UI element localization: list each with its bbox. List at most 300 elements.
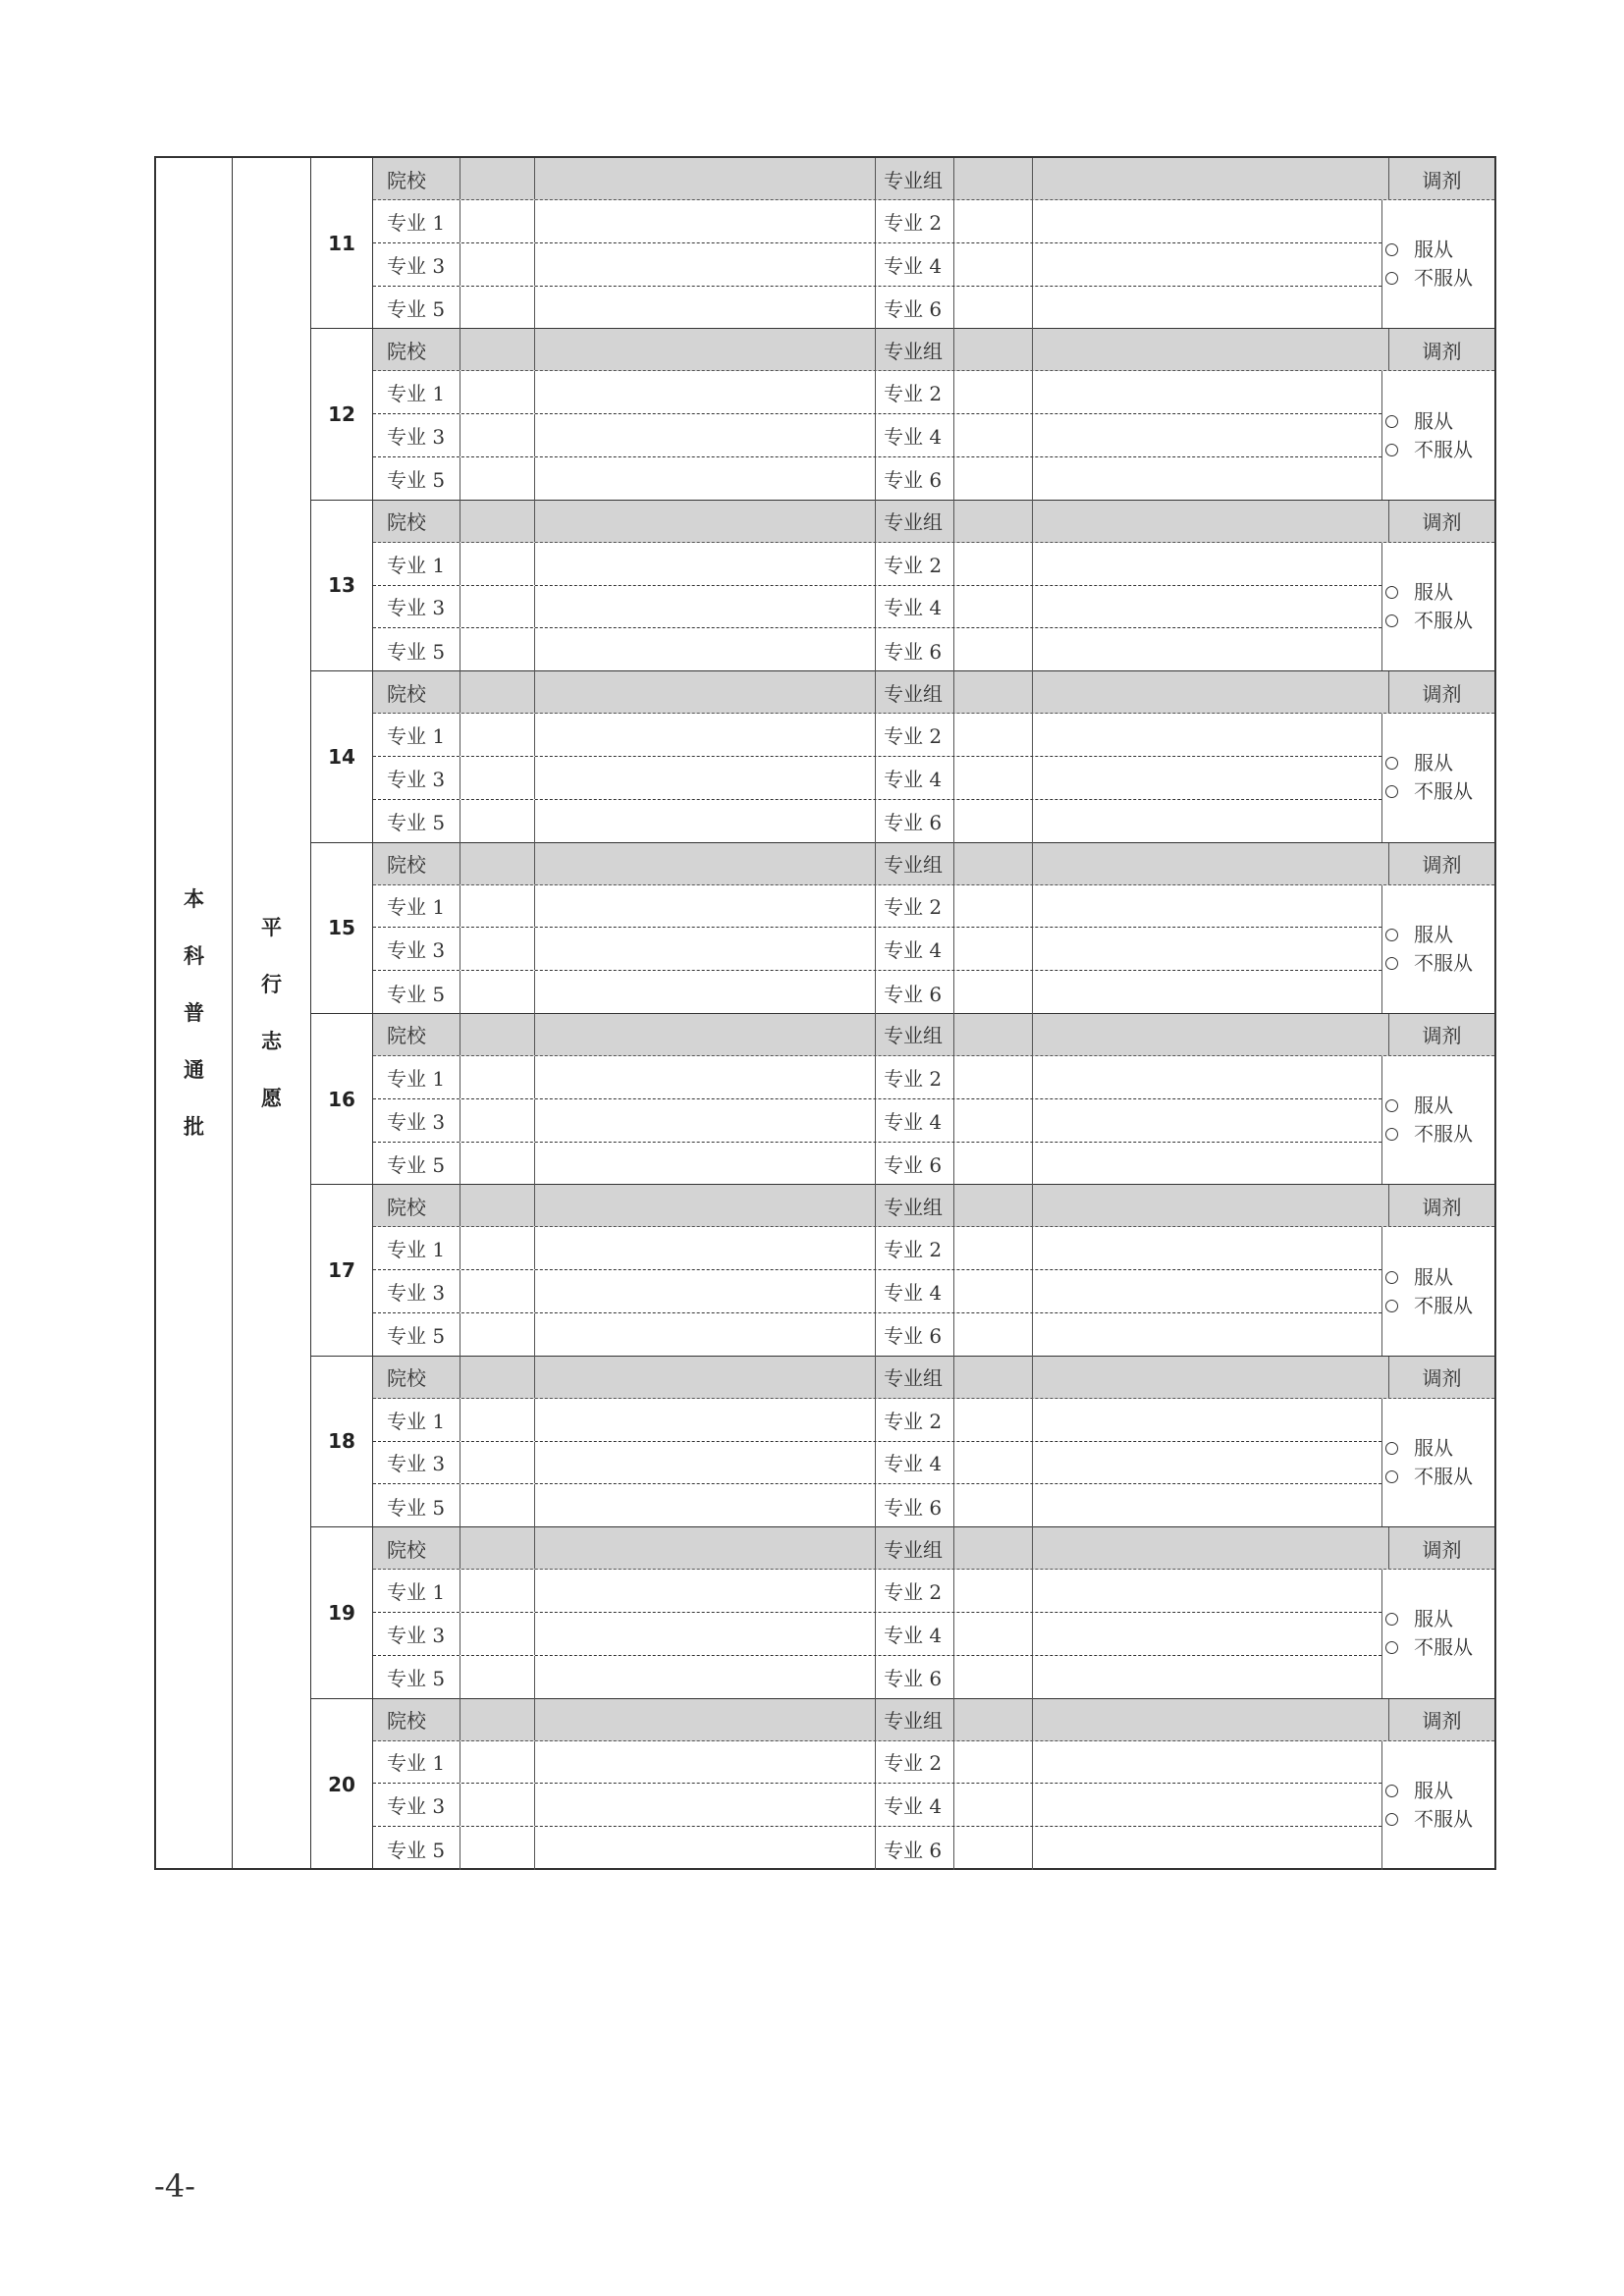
major-name-field[interactable] [535, 371, 876, 413]
major-code-field[interactable] [954, 757, 1033, 799]
major-name-field[interactable] [535, 714, 876, 756]
not-obey-option[interactable] [1385, 607, 1494, 635]
school-code-field[interactable] [460, 158, 535, 199]
group-name-field[interactable] [1033, 1527, 1389, 1569]
major-label: 专业 4 [876, 243, 954, 286]
major-code-field[interactable] [460, 200, 535, 242]
major-code-field[interactable] [460, 414, 535, 456]
major-label: 专业 2 [876, 543, 954, 585]
group-label: 专业组 [876, 329, 954, 370]
major-name-field[interactable] [535, 1143, 876, 1186]
adjust-options [1381, 371, 1494, 499]
adjust-options [1381, 1570, 1494, 1697]
volunteer-type-label [233, 899, 310, 1127]
major-name-field[interactable] [1033, 1056, 1389, 1098]
major-name-field[interactable] [1033, 1227, 1389, 1269]
major-name-field[interactable] [1033, 1143, 1389, 1186]
major-label: 专业 5 [373, 800, 460, 843]
major-label: 专业 4 [876, 1613, 954, 1655]
group-name-field[interactable] [1033, 1185, 1389, 1226]
radio-circle-icon[interactable] [1385, 586, 1398, 599]
school-label: 院校 [373, 1527, 460, 1569]
major-row [373, 1270, 1381, 1313]
major-row [373, 414, 1381, 457]
adjust-options [1381, 1399, 1494, 1526]
major-label: 专业 6 [876, 1827, 954, 1870]
major-row [373, 1484, 1381, 1527]
major-row [373, 1313, 1381, 1357]
radio-circle-icon[interactable] [1385, 1470, 1398, 1483]
choice-blocks [311, 158, 1494, 1868]
obey-option[interactable] [1385, 1777, 1494, 1805]
group-code-field[interactable] [954, 1699, 1033, 1740]
group-name-field[interactable] [1033, 1014, 1389, 1055]
major-name-field[interactable] [1033, 1613, 1389, 1655]
major-label: 专业 4 [876, 1442, 954, 1484]
major-name-field[interactable] [535, 1613, 876, 1655]
group-code-field[interactable] [954, 158, 1033, 199]
major-label: 专业 1 [373, 1570, 460, 1612]
major-row [373, 543, 1381, 586]
type-char: 平 [261, 916, 282, 939]
adjust-options [1381, 200, 1494, 328]
major-label: 专业 1 [373, 543, 460, 585]
group-code-field[interactable] [954, 1357, 1033, 1398]
major-name-field[interactable] [535, 414, 876, 456]
radio-circle-icon[interactable] [1385, 1813, 1398, 1826]
obey-option[interactable] [1385, 578, 1494, 607]
group-code-field[interactable] [954, 501, 1033, 542]
major-label: 专业 6 [876, 1484, 954, 1527]
choice-block [311, 1357, 1494, 1527]
major-code-field[interactable] [460, 1613, 535, 1655]
not-obey-option[interactable] [1385, 1463, 1494, 1491]
major-name-field[interactable] [535, 1656, 876, 1699]
school-code-field[interactable] [460, 1699, 535, 1740]
major-code-field[interactable] [460, 1056, 535, 1098]
major-label: 专业 6 [876, 971, 954, 1014]
major-name-field[interactable] [1033, 200, 1389, 242]
major-code-field[interactable] [460, 457, 535, 501]
major-label: 专业 1 [373, 200, 460, 242]
major-name-field[interactable] [535, 1099, 876, 1142]
major-label: 专业 4 [876, 1784, 954, 1826]
choice-block [311, 501, 1494, 671]
major-code-field[interactable] [954, 1227, 1033, 1269]
major-label: 专业 3 [373, 243, 460, 286]
major-name-field[interactable] [1033, 971, 1389, 1014]
major-name-field[interactable] [1033, 287, 1389, 330]
major-label: 专业 2 [876, 885, 954, 928]
major-code-field[interactable] [460, 543, 535, 585]
major-name-field[interactable] [535, 757, 876, 799]
school-code-field[interactable] [460, 501, 535, 542]
major-label: 专业 4 [876, 414, 954, 456]
major-name-field[interactable] [1033, 928, 1389, 970]
choice-block [311, 1699, 1494, 1870]
major-code-field[interactable] [954, 1399, 1033, 1441]
obey-label: 服从 [1414, 1435, 1453, 1460]
major-label: 专业 1 [373, 1056, 460, 1098]
school-code-field[interactable] [460, 1357, 535, 1398]
major-code-field[interactable] [954, 928, 1033, 970]
radio-circle-icon[interactable] [1385, 1099, 1398, 1112]
adjust-label: 调剂 [1422, 1366, 1462, 1391]
major-code-field[interactable] [954, 243, 1033, 286]
obey-label: 服从 [1414, 922, 1453, 946]
major-name-field[interactable] [1033, 1741, 1389, 1784]
not-obey-option[interactable] [1385, 436, 1494, 464]
obey-label: 服从 [1414, 238, 1453, 262]
major-label: 专业 5 [373, 1313, 460, 1357]
major-label: 专业 4 [876, 1099, 954, 1142]
group-label: 专业组 [876, 158, 954, 199]
group-code-field[interactable] [954, 843, 1033, 884]
major-name-field[interactable] [535, 586, 876, 628]
school-label: 院校 [373, 1699, 460, 1740]
choice-block [311, 843, 1494, 1014]
major-row [373, 1784, 1381, 1827]
major-code-field[interactable] [460, 1656, 535, 1699]
major-name-field[interactable] [1033, 800, 1389, 843]
major-code-field[interactable] [460, 586, 535, 628]
choice-number: 12 [311, 329, 373, 499]
radio-circle-icon[interactable] [1385, 1785, 1398, 1797]
major-name-field[interactable] [535, 800, 876, 843]
major-code-field[interactable] [460, 243, 535, 286]
major-code-field[interactable] [954, 1656, 1033, 1699]
school-label: 院校 [373, 671, 460, 713]
major-name-field[interactable] [1033, 1656, 1389, 1699]
major-label: 专业 5 [373, 1827, 460, 1870]
school-code-field[interactable] [460, 671, 535, 713]
major-name-field[interactable] [1033, 243, 1389, 286]
adjust-options [1381, 1056, 1494, 1184]
major-name-field[interactable] [535, 1827, 876, 1870]
major-row [373, 885, 1381, 929]
school-name-field[interactable] [535, 1014, 876, 1055]
obey-option[interactable] [1385, 407, 1494, 436]
major-name-field[interactable] [535, 628, 876, 671]
school-name-field[interactable] [535, 329, 876, 370]
major-code-field[interactable] [954, 457, 1033, 501]
major-name-field[interactable] [535, 1056, 876, 1098]
school-name-field[interactable] [535, 1185, 876, 1226]
major-row [373, 287, 1381, 330]
obey-option[interactable] [1385, 1605, 1494, 1633]
radio-circle-icon[interactable] [1385, 1641, 1398, 1654]
major-row [373, 586, 1381, 629]
major-code-field[interactable] [460, 885, 535, 928]
not-obey-option[interactable] [1385, 1633, 1494, 1662]
major-name-field[interactable] [1033, 457, 1389, 501]
major-code-field[interactable] [954, 1741, 1033, 1784]
group-code-field[interactable] [954, 1185, 1033, 1226]
school-name-field[interactable] [535, 501, 876, 542]
major-code-field[interactable] [954, 1270, 1033, 1312]
school-name-field[interactable] [535, 843, 876, 884]
not-obey-option[interactable] [1385, 777, 1494, 806]
group-code-field[interactable] [954, 1527, 1033, 1569]
major-name-field[interactable] [535, 200, 876, 242]
obey-label: 服从 [1414, 751, 1453, 775]
school-label: 院校 [373, 1014, 460, 1055]
not-obey-label: 不服从 [1414, 266, 1473, 291]
major-name-field[interactable] [1033, 757, 1389, 799]
major-label: 专业 1 [373, 885, 460, 928]
major-name-field[interactable] [1033, 1570, 1389, 1612]
major-row [373, 1656, 1381, 1699]
major-label: 专业 2 [876, 1741, 954, 1784]
major-label: 专业 6 [876, 628, 954, 671]
obey-option[interactable] [1385, 1263, 1494, 1292]
major-name-field[interactable] [535, 1570, 876, 1612]
type-char: 愿 [261, 1087, 282, 1110]
not-obey-option[interactable] [1385, 1120, 1494, 1148]
group-code-field[interactable] [954, 329, 1033, 370]
major-code-field[interactable] [954, 1484, 1033, 1527]
school-name-field[interactable] [535, 1527, 876, 1569]
major-label: 专业 4 [876, 586, 954, 628]
school-code-field[interactable] [460, 329, 535, 370]
not-obey-label: 不服从 [1414, 437, 1473, 461]
major-code-field[interactable] [954, 1099, 1033, 1142]
radio-circle-icon[interactable] [1385, 785, 1398, 798]
not-obey-option[interactable] [1385, 1292, 1494, 1320]
major-name-field[interactable] [1033, 1399, 1389, 1441]
group-code-field[interactable] [954, 1014, 1033, 1055]
group-name-field[interactable] [1033, 501, 1389, 542]
choice-block [311, 1185, 1494, 1356]
major-name-field[interactable] [535, 1270, 876, 1312]
major-name-field[interactable] [1033, 1442, 1389, 1484]
adjust-options [1381, 543, 1494, 670]
major-code-field[interactable] [954, 885, 1033, 928]
group-name-field[interactable] [1033, 329, 1389, 370]
major-code-field[interactable] [954, 714, 1033, 756]
group-label: 专业组 [876, 1699, 954, 1740]
group-label: 专业组 [876, 1185, 954, 1226]
radio-circle-icon[interactable] [1385, 1613, 1398, 1626]
major-name-field[interactable] [535, 543, 876, 585]
major-name-field[interactable] [1033, 1784, 1389, 1826]
obey-option[interactable] [1385, 921, 1494, 949]
major-row [373, 714, 1381, 757]
major-name-field[interactable] [535, 1399, 876, 1441]
obey-option[interactable] [1385, 749, 1494, 777]
major-name-field[interactable] [1033, 1313, 1389, 1357]
major-label: 专业 2 [876, 200, 954, 242]
major-code-field[interactable] [460, 628, 535, 671]
group-name-field[interactable] [1033, 671, 1389, 713]
major-name-field[interactable] [1033, 543, 1389, 585]
group-label: 专业组 [876, 1527, 954, 1569]
major-code-field[interactable] [460, 714, 535, 756]
major-code-field[interactable] [954, 1570, 1033, 1612]
group-name-field[interactable] [1033, 843, 1389, 884]
not-obey-option[interactable] [1385, 1805, 1494, 1834]
major-label: 专业 4 [876, 757, 954, 799]
radio-circle-icon[interactable] [1385, 243, 1398, 256]
school-name-field[interactable] [535, 158, 876, 199]
obey-option[interactable] [1385, 236, 1494, 264]
major-code-field[interactable] [954, 200, 1033, 242]
major-code-field[interactable] [460, 287, 535, 330]
major-code-field[interactable] [954, 1827, 1033, 1870]
major-code-field[interactable] [954, 800, 1033, 843]
major-code-field[interactable] [460, 1227, 535, 1269]
radio-circle-icon[interactable] [1385, 614, 1398, 627]
major-code-field[interactable] [460, 1313, 535, 1357]
major-label: 专业 3 [373, 1613, 460, 1655]
major-code-field[interactable] [954, 1313, 1033, 1357]
radio-circle-icon[interactable] [1385, 1300, 1398, 1312]
not-obey-option[interactable] [1385, 949, 1494, 978]
batch-char: 批 [184, 1115, 204, 1139]
type-char: 志 [261, 1030, 282, 1053]
radio-circle-icon[interactable] [1385, 929, 1398, 941]
major-name-field[interactable] [535, 1442, 876, 1484]
not-obey-option[interactable] [1385, 264, 1494, 293]
major-label: 专业 1 [373, 1227, 460, 1269]
radio-circle-icon[interactable] [1385, 444, 1398, 456]
school-code-field[interactable] [460, 1014, 535, 1055]
major-name-field[interactable] [1033, 714, 1389, 756]
major-name-field[interactable] [535, 1741, 876, 1784]
major-name-field[interactable] [1033, 371, 1389, 413]
major-name-field[interactable] [535, 971, 876, 1014]
radio-circle-icon[interactable] [1385, 1128, 1398, 1141]
not-obey-label: 不服从 [1414, 1464, 1473, 1488]
major-code-field[interactable] [460, 1099, 535, 1142]
major-code-field[interactable] [954, 543, 1033, 585]
major-label: 专业 5 [373, 457, 460, 501]
group-label: 专业组 [876, 1014, 954, 1055]
major-name-field[interactable] [535, 885, 876, 928]
major-label: 专业 5 [373, 1484, 460, 1527]
school-label: 院校 [373, 1185, 460, 1226]
major-name-field[interactable] [535, 1784, 876, 1826]
major-name-field[interactable] [535, 1484, 876, 1527]
choice-number: 16 [311, 1014, 373, 1184]
adjust-label: 调剂 [1422, 1709, 1462, 1734]
radio-circle-icon[interactable] [1385, 272, 1398, 285]
major-code-field[interactable] [954, 586, 1033, 628]
major-row [373, 1570, 1381, 1613]
radio-circle-icon[interactable] [1385, 957, 1398, 970]
obey-label: 服从 [1414, 1607, 1453, 1631]
major-code-field[interactable] [460, 1143, 535, 1186]
major-code-field[interactable] [460, 371, 535, 413]
school-header-row [373, 1185, 1494, 1227]
major-code-field[interactable] [954, 628, 1033, 671]
group-label: 专业组 [876, 671, 954, 713]
major-label: 专业 2 [876, 1227, 954, 1269]
radio-circle-icon[interactable] [1385, 415, 1398, 428]
major-row [373, 628, 1381, 671]
major-code-field[interactable] [954, 287, 1033, 330]
group-name-field[interactable] [1033, 1699, 1389, 1740]
school-header-row [373, 1527, 1494, 1570]
major-code-field[interactable] [460, 1399, 535, 1441]
group-code-field[interactable] [954, 671, 1033, 713]
major-name-field[interactable] [535, 928, 876, 970]
major-name-field[interactable] [1033, 1484, 1389, 1527]
major-name-field[interactable] [1033, 885, 1389, 928]
major-code-field[interactable] [460, 1442, 535, 1484]
major-name-field[interactable] [1033, 1099, 1389, 1142]
major-row [373, 800, 1381, 843]
major-code-field[interactable] [460, 971, 535, 1014]
major-code-field[interactable] [460, 1570, 535, 1612]
major-code-field[interactable] [954, 1143, 1033, 1186]
major-code-field[interactable] [460, 1827, 535, 1870]
major-code-field[interactable] [460, 800, 535, 843]
major-name-field[interactable] [1033, 1270, 1389, 1312]
major-row [373, 1099, 1381, 1143]
major-code-field[interactable] [954, 1784, 1033, 1826]
major-code-field[interactable] [460, 928, 535, 970]
adjust-label: 调剂 [1422, 168, 1462, 192]
obey-option[interactable] [1385, 1092, 1494, 1120]
major-name-field[interactable] [1033, 1827, 1389, 1870]
major-name-field[interactable] [1033, 414, 1389, 456]
choice-number: 13 [311, 501, 373, 670]
major-code-field[interactable] [954, 1056, 1033, 1098]
school-name-field[interactable] [535, 1357, 876, 1398]
major-code-field[interactable] [954, 1442, 1033, 1484]
major-label: 专业 6 [876, 1313, 954, 1357]
choice-block [311, 671, 1494, 842]
major-code-field[interactable] [954, 1613, 1033, 1655]
major-label: 专业 4 [876, 1270, 954, 1312]
major-label: 专业 1 [373, 1399, 460, 1441]
school-name-field[interactable] [535, 671, 876, 713]
major-name-field[interactable] [535, 1227, 876, 1269]
radio-circle-icon[interactable] [1385, 1271, 1398, 1284]
major-label: 专业 2 [876, 1570, 954, 1612]
school-header-row [373, 1699, 1494, 1741]
group-name-field[interactable] [1033, 1357, 1389, 1398]
major-name-field[interactable] [535, 1313, 876, 1357]
major-name-field[interactable] [535, 243, 876, 286]
major-code-field[interactable] [460, 757, 535, 799]
major-code-field[interactable] [954, 414, 1033, 456]
major-code-field[interactable] [954, 371, 1033, 413]
major-name-field[interactable] [535, 287, 876, 330]
school-code-field[interactable] [460, 843, 535, 884]
school-code-field[interactable] [460, 1527, 535, 1569]
major-code-field[interactable] [460, 1270, 535, 1312]
major-code-field[interactable] [460, 1784, 535, 1826]
obey-option[interactable] [1385, 1434, 1494, 1463]
major-name-field[interactable] [535, 457, 876, 501]
major-name-field[interactable] [1033, 586, 1389, 628]
major-name-field[interactable] [1033, 628, 1389, 671]
major-code-field[interactable] [954, 971, 1033, 1014]
major-code-field[interactable] [460, 1484, 535, 1527]
choice-number: 18 [311, 1357, 373, 1526]
school-header-row [373, 843, 1494, 885]
group-name-field[interactable] [1033, 158, 1389, 199]
school-name-field[interactable] [535, 1699, 876, 1740]
school-code-field[interactable] [460, 1185, 535, 1226]
major-code-field[interactable] [460, 1741, 535, 1784]
radio-circle-icon[interactable] [1385, 1442, 1398, 1455]
major-row [373, 1827, 1381, 1870]
adjust-label: 调剂 [1422, 1537, 1462, 1562]
radio-circle-icon[interactable] [1385, 757, 1398, 770]
